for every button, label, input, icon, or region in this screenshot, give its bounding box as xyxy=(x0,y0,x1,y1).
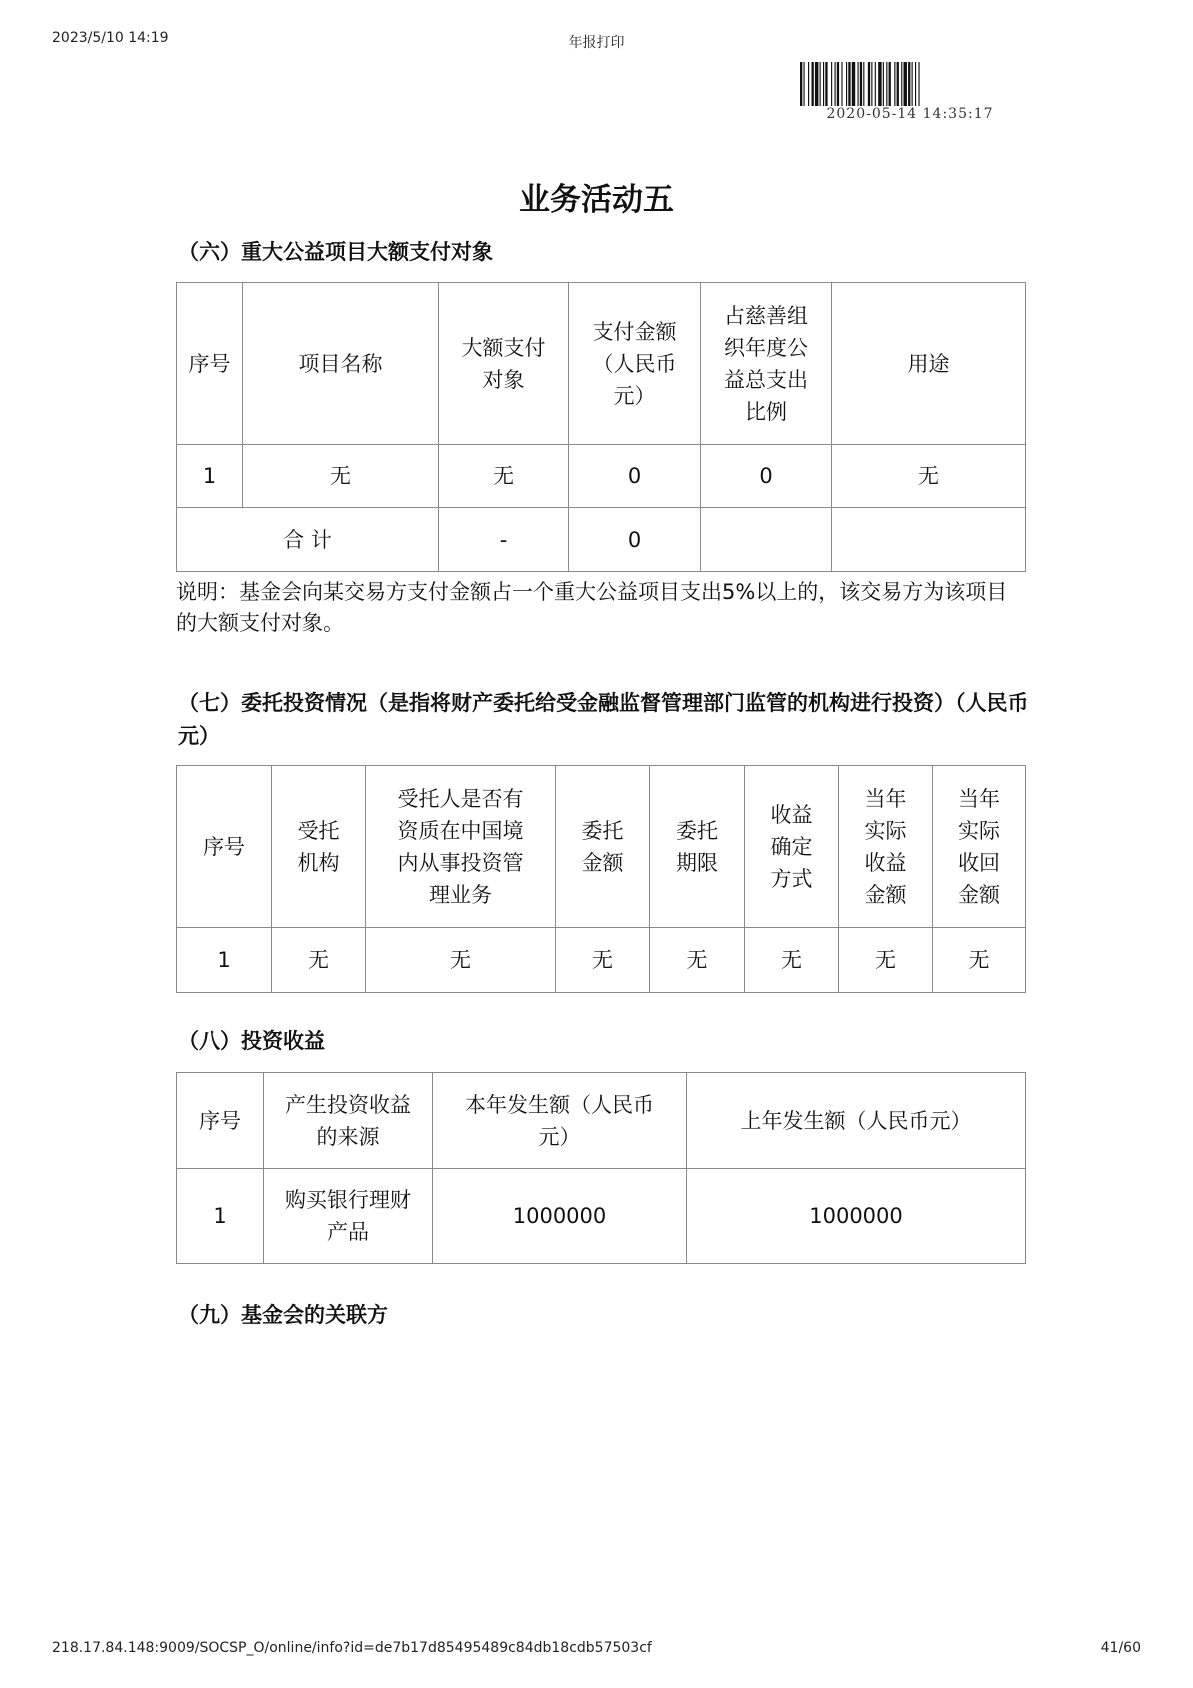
total-payee: - xyxy=(439,508,569,572)
major-payee-table xyxy=(176,282,1026,572)
print-timestamp: 2023/5/10 14:19 xyxy=(52,30,169,46)
cell-entrusted-amount: 无 xyxy=(556,928,650,993)
col-header-index: 序号 xyxy=(177,283,243,445)
section9-heading: （九）基金会的关联方 xyxy=(178,1303,388,1327)
cell-amount: 0 xyxy=(569,445,701,508)
cell-index: 1 xyxy=(177,1169,264,1264)
col-header-payee: 大额支付对象 xyxy=(439,283,569,445)
col-header-qualification: 受托人是否有资质在中国境内从事投资管理业务 xyxy=(366,766,556,928)
cell-index: 1 xyxy=(177,928,272,993)
cell-term: 无 xyxy=(650,928,745,993)
col-header-trustee: 受托机构 xyxy=(272,766,366,928)
document-title: 业务活动五 xyxy=(519,182,674,218)
section6-note: 说明：基金会向某交易方支付金额占一个重大公益项目支出5%以上的，该交易方为该项目的大额支付对象。 xyxy=(176,580,1008,635)
cell-trustee: 无 xyxy=(272,928,366,993)
total-row xyxy=(177,508,1026,572)
table-row xyxy=(177,1169,1026,1264)
col-header-term: 委托期限 xyxy=(650,766,745,928)
cell-qualification: 无 xyxy=(366,928,556,993)
investment-income-table xyxy=(176,1072,1026,1264)
total-empty-ratio xyxy=(701,508,832,572)
col-header-return-method: 收益确定方式 xyxy=(745,766,839,928)
print-header-title: 年报打印 xyxy=(568,35,625,51)
entrusted-investment-table xyxy=(176,765,1026,993)
cell-ratio: 0 xyxy=(701,445,832,508)
col-header-income-source: 产生投资收益的来源 xyxy=(264,1073,433,1169)
col-header-entrusted-amount: 委托金额 xyxy=(556,766,650,928)
cell-payee: 无 xyxy=(439,445,569,508)
col-header-actual-return: 当年实际收益金额 xyxy=(839,766,933,928)
col-header-previous-year: 上年发生额（人民币元） xyxy=(687,1073,1026,1169)
cell-current-year: 1000000 xyxy=(433,1169,687,1264)
cell-index: 1 xyxy=(177,445,243,508)
col-header-index: 序号 xyxy=(177,1073,264,1169)
table-header-row xyxy=(177,766,1026,928)
table-header-row xyxy=(177,1073,1026,1169)
footer-url: 218.17.84.148:9009/SOCSP_O/online/info?id=de7b17d85495489c84db18cdb57503cf xyxy=(52,1640,652,1656)
cell-actual-return: 无 xyxy=(839,928,933,993)
col-header-current-year: 本年发生额（人民币元） xyxy=(433,1073,687,1169)
cell-return-method: 无 xyxy=(745,928,839,993)
section8-heading: （八）投资收益 xyxy=(178,1029,325,1053)
col-header-project-name: 项目名称 xyxy=(243,283,439,445)
col-header-ratio: 占慈善组织年度公益总支出比例 xyxy=(701,283,832,445)
col-header-index: 序号 xyxy=(177,766,272,928)
barcode-icon xyxy=(800,62,1020,106)
page-number: 41/60 xyxy=(1100,1640,1141,1656)
cell-purpose: 无 xyxy=(832,445,1026,508)
col-header-actual-recovered: 当年实际收回金额 xyxy=(933,766,1026,928)
total-amount: 0 xyxy=(569,508,701,572)
table-header-row xyxy=(177,283,1026,445)
cell-actual-recovered: 无 xyxy=(933,928,1026,993)
total-empty-purpose xyxy=(832,508,1026,572)
cell-income-source: 购买银行理财产品 xyxy=(264,1169,433,1264)
cell-project-name: 无 xyxy=(243,445,439,508)
section7-heading: （七）委托投资情况（是指将财产委托给受金融监督管理部门监管的机构进行投资）（人民币元） xyxy=(178,691,1029,748)
total-label: 合 计 xyxy=(177,508,439,572)
table-row xyxy=(177,928,1026,993)
cell-previous-year: 1000000 xyxy=(687,1169,1026,1264)
col-header-purpose: 用途 xyxy=(832,283,1026,445)
table-row xyxy=(177,445,1026,508)
barcode-timestamp: 2020-05-14 14:35:17 xyxy=(826,106,994,122)
section6-heading: （六）重大公益项目大额支付对象 xyxy=(178,240,493,264)
col-header-amount: 支付金额（人民币元） xyxy=(569,283,701,445)
